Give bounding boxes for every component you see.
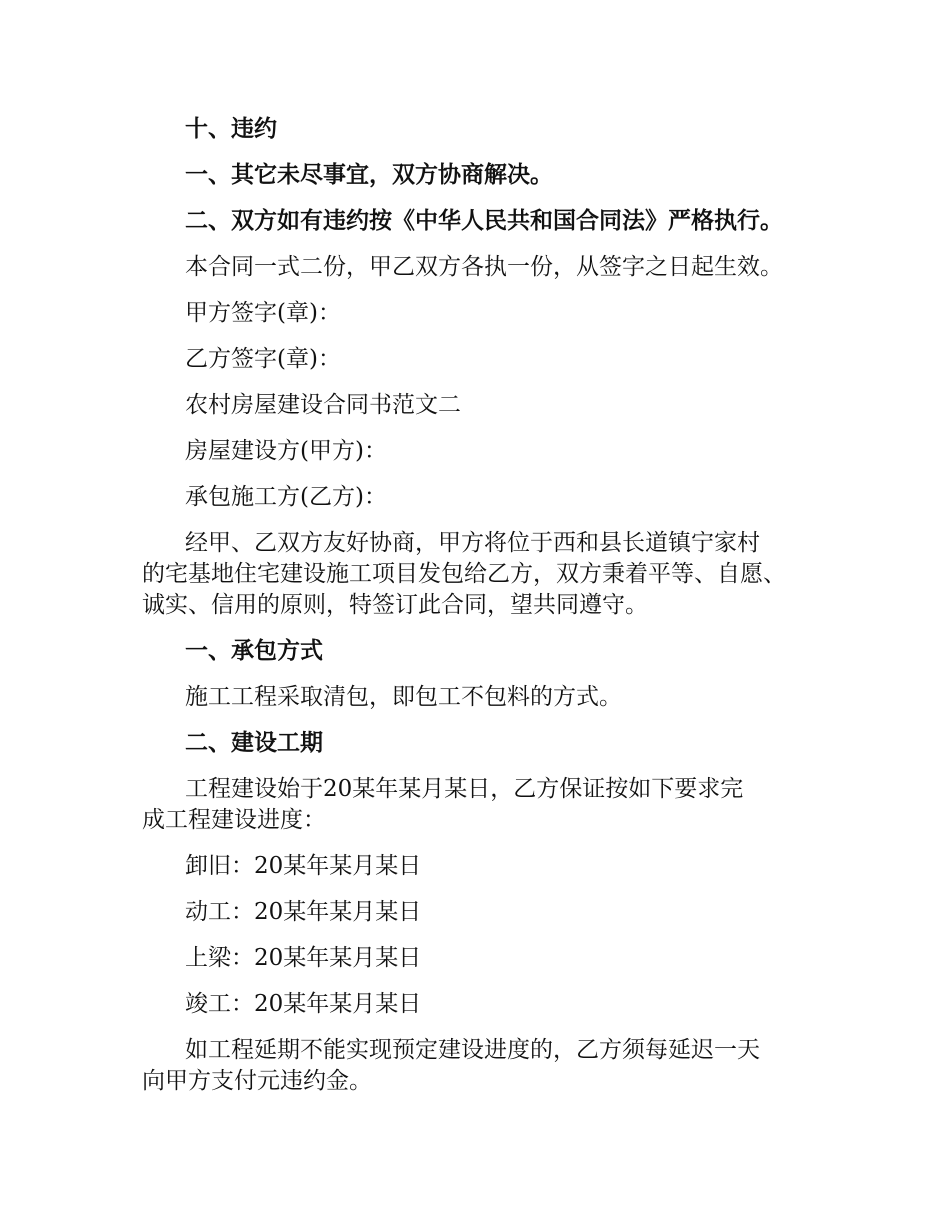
section-1-heading: 一、承包方式 bbox=[185, 637, 323, 664]
milestone-completion: 竣工：20某年某月某日 bbox=[185, 991, 422, 1017]
schedule-intro-line-2: 成工程建设进度： bbox=[142, 807, 326, 833]
party-a-signature-line: 甲方签字(章)： bbox=[185, 300, 341, 326]
intro-paragraph-line-2: 的宅基地住宅建设施工项目发包给乙方，双方秉着平等、自愿、 bbox=[142, 561, 786, 587]
penalty-paragraph-line-1: 如工程延期不能实现预定建设进度的，乙方须每延迟一天 bbox=[185, 1037, 760, 1063]
section-2-heading: 二、建设工期 bbox=[185, 729, 323, 756]
intro-paragraph-line-3: 诚实、信用的原则，特签订此合同，望共同遵守。 bbox=[142, 592, 648, 618]
breach-heading: 十、违约 bbox=[185, 115, 277, 142]
intro-paragraph-line-1: 经甲、乙双方友好协商，甲方将位于西和县长道镇宁家村 bbox=[185, 530, 760, 556]
breach-clause-2: 二、双方如有违约按《中华人民共和国合同法》严格执行。 bbox=[185, 207, 783, 234]
milestone-beam: 上梁：20某年某月某日 bbox=[185, 945, 422, 971]
party-b-signature-line: 乙方签字(章)： bbox=[185, 346, 341, 372]
template-title: 农村房屋建设合同书范文二 bbox=[185, 392, 461, 418]
owner-party-line: 房屋建设方(甲方)： bbox=[185, 438, 387, 464]
milestone-start: 动工：20某年某月某日 bbox=[185, 899, 422, 925]
schedule-intro-line-1: 工程建设始于20某年某月某日，乙方保证按如下要求完 bbox=[185, 776, 744, 802]
contractor-party-line: 承包施工方(乙方)： bbox=[185, 484, 387, 510]
breach-clause-1: 一、其它未尽事宜，双方协商解决。 bbox=[185, 161, 553, 188]
milestone-demolition: 卸旧：20某年某月某日 bbox=[185, 853, 422, 879]
section-1-text: 施工工程采取清包，即包工不包料的方式。 bbox=[185, 684, 622, 710]
copies-clause: 本合同一式二份，甲乙双方各执一份，从签字之日起生效。 bbox=[185, 254, 783, 280]
penalty-paragraph-line-2: 向甲方支付元违约金。 bbox=[142, 1068, 372, 1094]
